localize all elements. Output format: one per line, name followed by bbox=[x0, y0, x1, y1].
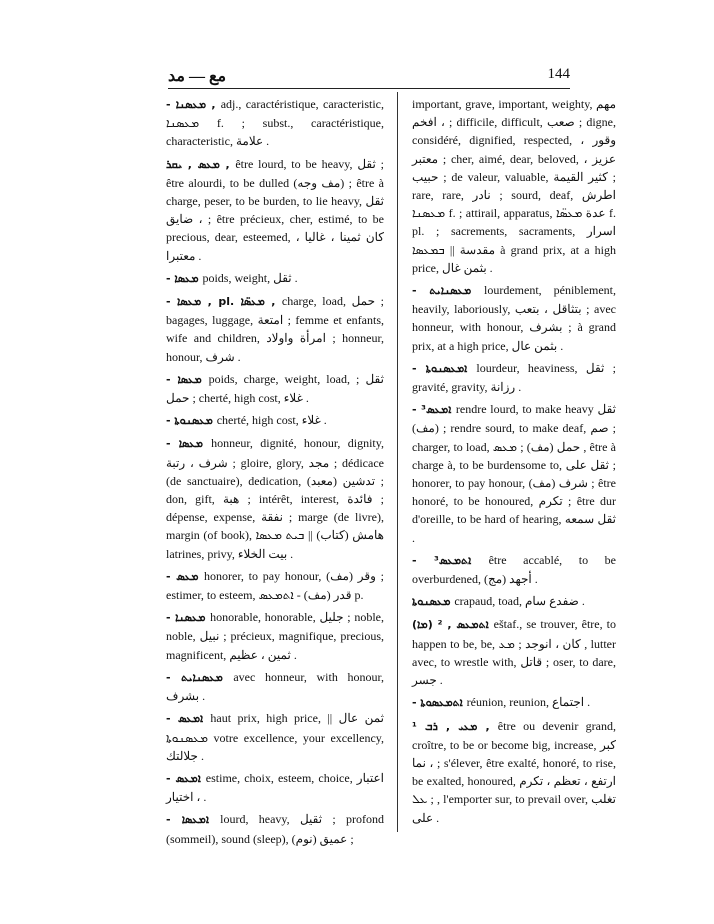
dictionary-entry bbox=[166, 292, 384, 366]
entry-headword: - ܡܥܣ bbox=[166, 569, 205, 583]
dictionary-entry bbox=[166, 269, 384, 288]
entry-definition: être ou devenir grand, croître, to be or become big, increase, كبر ، نما ; s'élever, être exalté, honoré, to rise, be exalted, honoured, ارتفع ، تعظم ، تكرم ; ܥܠ , l'emporter sur, to prevail over, تغلب على . bbox=[412, 718, 617, 825]
entry-headword: - ܡܥܣܢܐ , bbox=[166, 98, 221, 111]
dictionary-entry bbox=[166, 95, 384, 151]
entry-headword: ܡܥܣ , ܝܩܪ , bbox=[166, 157, 236, 171]
entry-definition: haut prix, high price, ثمن عال || ܡܥܣܢܘܬܐ votre excellence, your excellency, جلالتك . bbox=[166, 711, 384, 763]
dictionary-entry bbox=[412, 400, 616, 547]
entry-definition: lourdement, péniblement, heavily, laboriously, بتثاقل ، بتعب ; avec honneur, with honour, بشرف ; à grand prix, at a high price, بثمن عال . bbox=[412, 283, 617, 353]
dictionary-entry bbox=[166, 608, 384, 664]
dictionary-entry bbox=[412, 615, 616, 689]
entry-definition: poids, charge, weight, load, ثقل ; حمل ; cherté, high cost, غلاء . bbox=[166, 371, 384, 406]
page-header bbox=[168, 62, 570, 90]
left-column bbox=[166, 95, 384, 852]
entry-headword: - ܡܥܣܐ , pl. ܡܥܣ̈ܐ , bbox=[166, 295, 282, 309]
entry-headword: - ³ܐܬܡܥܣ bbox=[412, 553, 489, 567]
dictionary-entry bbox=[166, 567, 384, 604]
dictionary-entry bbox=[412, 717, 616, 827]
entry-definition: être lourd, to be heavy, ثقل ; être alourdi, to be dulled (مف وجه) ; être à charge, peser, to be burden, to lie heavy, ثقل ، ضايق ; être précieux, cher, estimé, to be precious, dear, esteemed, كان ثمينا ، غاليا ، معتبرا . bbox=[166, 156, 385, 263]
entry-definition: cherté, high cost, غلاء . bbox=[216, 413, 327, 428]
entry-definition: avec honneur, with honour, بشرف . bbox=[166, 669, 384, 704]
entry-headword: - ܐܡܥܣ bbox=[166, 771, 206, 785]
entry-definition: honorer, to pay honour, وقر (مف) ; estimer, to esteem, قدر (مف) - ܐܬܡܥܣ p. bbox=[166, 568, 384, 603]
entry-definition: lourdeur, heaviness, ثقل ; gravité, gravity, رزانة . bbox=[412, 360, 616, 395]
entry-definition: important, grave, important, weighty, مهم ، افخم ; difficile, difficult, صعب ; digne, considéré, dignified, respected, وقور ، معتبر ; cher, aimé, dear, beloved, عزيز ، حبيب ; de valeur, valuable, كثير القيمة ; rare, rare, نادر ; sourd, deaf, اطرش ܡܥܣܢܐ f. ; attirail, apparatus, عدة ܡܥܣ̈ܐ f. pl. ; sacrements, sacraments, اسرار مقدسة || ܒܡܥܣܐ à grand prix, at a high price, بثمن غال . bbox=[412, 97, 617, 275]
dictionary-entry bbox=[166, 709, 384, 765]
dictionary-entry bbox=[412, 592, 616, 611]
entry-headword: - ܡܥܣܢܐܝܬ bbox=[166, 670, 234, 684]
dictionary-entry bbox=[412, 359, 616, 396]
dictionary-entry bbox=[412, 281, 616, 355]
entry-definition: poids, weight, ثقل . bbox=[202, 270, 298, 285]
dictionary-entry bbox=[166, 668, 384, 705]
entry-definition: crapaud, toad, ضفدع سام . bbox=[454, 594, 585, 609]
entry-definition: eštaf., se trouver, être, to happen to be, be, كان ، انوجد ; ܡܥ , lutter avec, to wrestle with, قاتل ; oser, to dare, جسر . bbox=[412, 617, 616, 688]
entry-definition: rendre lourd, to make heavy ثقل (مف) ; rendre sourd, to make deaf, صم ; charger, to load, حمل (مف) ; ܡܥܣ , être à charge à, to be burdensome to, ثقل على ; honorer, to pay honour, شرف (مف) ; être honoré, to be honoured, تكرم ; être dur d'oreille, to be hard of hearing, ثقل سمعه . bbox=[412, 402, 617, 545]
dictionary-entry bbox=[166, 810, 384, 847]
column-divider bbox=[397, 92, 398, 832]
entry-headword: - ܐܡܥܣ bbox=[166, 712, 211, 726]
entry-definition: estime, choix, esteem, choice, اعتبار ، اختيار . bbox=[166, 770, 384, 805]
header-rule bbox=[168, 88, 570, 89]
running-head: مع — مد bbox=[168, 68, 227, 85]
entry-headword: - ܐܡܥܣܢܘܬܐ bbox=[412, 361, 477, 375]
right-column bbox=[412, 95, 616, 831]
entry-headword: - ܐܬܡܥܣܘܬܐ bbox=[412, 696, 467, 710]
dictionary-entry bbox=[166, 411, 384, 430]
entry-headword: - ܡܥܣܐ bbox=[166, 437, 212, 451]
dictionary-entry bbox=[166, 155, 384, 265]
entry-definition: honneur, dignité, honour, dignity, شرف ، رتبة ; gloire, glory, مجد ; dédicace (de sanctuaire), dedication, تدشين (معبد) ; don, gift, هبة ; intérêt, interest, فائدة ; dépense, expense, نفقة ; marge (de livre), margin (of book), هامش (كتاب) || ܒܝܬ ܡܥܣܐ latrines, privy, بيت الخلاء . bbox=[166, 436, 385, 561]
entry-headword: - ܡܥܣܐ bbox=[166, 372, 209, 386]
entry-headword: - ܐܡܥܣܐ bbox=[166, 813, 221, 827]
entry-headword: - ܡܥܣܢܘܬܐ bbox=[166, 414, 217, 428]
entry-definition: réunion, reunion, اجتماع . bbox=[466, 695, 591, 710]
dictionary-entry bbox=[412, 551, 616, 588]
entry-definition: être accablé, to be overburdened, أجهد (مج) . bbox=[412, 552, 616, 587]
entry-headword: - ܡܥܣܢܐ bbox=[166, 611, 211, 625]
dictionary-entry bbox=[166, 434, 384, 562]
entry-headword: (ܡܐ) ܐܬܡܥܣ , ² bbox=[412, 618, 494, 632]
entry-definition: lourd, heavy, ثقيل ; profond (sommeil), sound (sleep), عميق (نوم) ; bbox=[166, 812, 384, 846]
entry-headword: - ܡܥܣܐ bbox=[166, 271, 203, 285]
entry-headword: ¹ ܡܥܝ , ܪܒ , bbox=[412, 719, 498, 733]
entry-headword: - ܡܥܣܢܐܝܬ bbox=[412, 284, 485, 298]
page-number: 144 bbox=[547, 66, 570, 82]
dictionary-entry bbox=[412, 95, 616, 277]
dictionary-entry bbox=[166, 769, 384, 806]
dictionary-entry bbox=[412, 693, 616, 712]
dictionary-entry bbox=[166, 370, 384, 407]
entry-headword: ܡܥܣܢܘܬܐ bbox=[412, 595, 455, 609]
entry-headword: - ³ܐܡܥܣ bbox=[412, 403, 456, 417]
entry-definition: honorable, honorable, جليل ; noble, noble, نبيل ; précieux, magnifique, precious, magnificent, ثمين ، عظيم . bbox=[166, 610, 384, 662]
entry-definition: adj., caractéristique, caracteristic, ܡܥܣܢܐ f. ; subst., caractéristique, characteristic, علامة . bbox=[166, 97, 384, 149]
entry-definition: charge, load, حمل ; bagages, luggage, امتعة ; femme et enfants, wife and children, امرأة واولاد ; honneur, honour, شرف . bbox=[166, 294, 385, 364]
